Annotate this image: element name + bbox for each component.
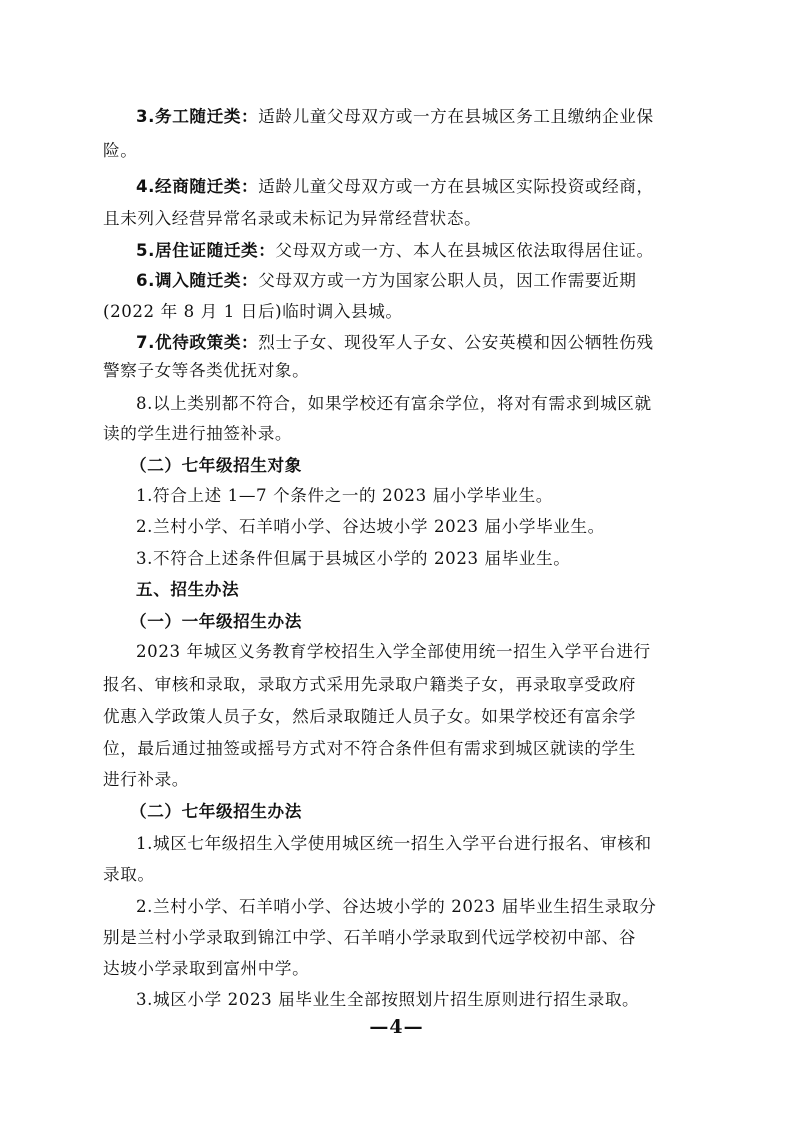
paragraph-item-8-cont: 读的学生进行抽签补录。 [103, 424, 293, 443]
paragraph-item-8: 8.以上类别都不符合，如果学校还有富余学位，将对有需求到城区就 [136, 394, 652, 413]
item-3-text: 适龄儿童父母双方或一方在县城区务工且缴纳企业保 [258, 107, 654, 126]
grade1-methods-line-5: 进行补录。 [103, 770, 189, 789]
paragraph-item-5 [0, 235, 793, 267]
grade7-method-1: 1.城区七年级招生入学使用城区统一招生入学平台进行报名、审核和 [136, 834, 652, 853]
paragraph-item-7-cont: 警察子女等各类优抚对象。 [103, 361, 310, 380]
grade7-target-1: 1.符合上述 1—7 个条件之一的 2023 届小学毕业生。 [136, 486, 553, 505]
item-4-label: 4.经商随迁类： [136, 177, 259, 196]
item-7-text: 烈士子女、现役军人子女、公安英模和因公牺牲伤残 [258, 333, 654, 352]
grade7-method-2: 2.兰村小学、石羊哨小学、谷达坡小学的 2023 届毕业生招生录取分 [136, 897, 657, 916]
item-6-label: 6.调入随迁类： [136, 271, 259, 290]
grade7-target-2: 2.兰村小学、石羊哨小学、谷达坡小学 2023 届小学毕业生。 [136, 517, 605, 536]
grade7-method-1-cont: 录取。 [103, 865, 155, 884]
paragraph-item-3 [0, 101, 793, 133]
grade7-method-2-cont-2: 达坡小学录取到富州中学。 [103, 959, 310, 978]
paragraph-item-4-cont: 且未列入经营异常名录或未标记为异常经营状态。 [103, 209, 482, 228]
item-5-text: 父母双方或一方、本人在县城区依法取得居住证。 [275, 241, 654, 260]
paragraph-item-3-cont: 险。 [103, 141, 138, 160]
grade1-methods-line-2: 报名、审核和录取，录取方式采用先录取户籍类子女，再录取享受政府 [103, 675, 637, 694]
item-4-text: 适龄儿童父母双方或一方在县城区实际投资或经商， [258, 177, 654, 196]
section-heading-grade7-methods: （二）七年级招生办法 [130, 802, 302, 821]
grade1-methods-line-1: 2023 年城区义务教育学校招生入学全部使用统一招生入学平台进行 [136, 642, 651, 661]
section-heading-5: 五、招生办法 [136, 580, 240, 599]
grade7-target-3: 3.不符合上述条件但属于县城区小学的 2023 届毕业生。 [136, 549, 571, 568]
section-heading-grade1-methods: （一）一年级招生办法 [130, 612, 302, 631]
grade7-method-3: 3.城区小学 2023 届毕业生全部按照划片招生原则进行招生录取。 [136, 990, 640, 1009]
paragraph-item-6-cont: (2022 年 8 月 1 日后)临时调入县城。 [103, 302, 403, 321]
item-5-label: 5.居住证随迁类： [136, 241, 276, 260]
item-7-label: 7.优待政策类： [136, 333, 259, 352]
grade1-methods-line-4: 位，最后通过抽签或摇号方式对不符合条件但有需求到城区就读的学生 [103, 739, 637, 758]
grade1-methods-line-3: 优惠入学政策人员子女，然后录取随迁人员子女。如果学校还有富余学 [103, 707, 637, 726]
item-3-label: 3.务工随迁类： [136, 107, 259, 126]
page-number: —4— [369, 1016, 424, 1038]
grade7-method-2-cont-1: 别是兰村小学录取到锦江中学、石羊哨小学录取到代远学校初中部、谷 [103, 928, 637, 947]
paragraph-item-4 [0, 171, 793, 203]
section-heading-grade7-targets: （二）七年级招生对象 [130, 456, 302, 475]
paragraph-item-6 [0, 265, 793, 297]
item-6-text: 父母双方或一方为国家公职人员，因工作需要近期 [258, 271, 637, 290]
